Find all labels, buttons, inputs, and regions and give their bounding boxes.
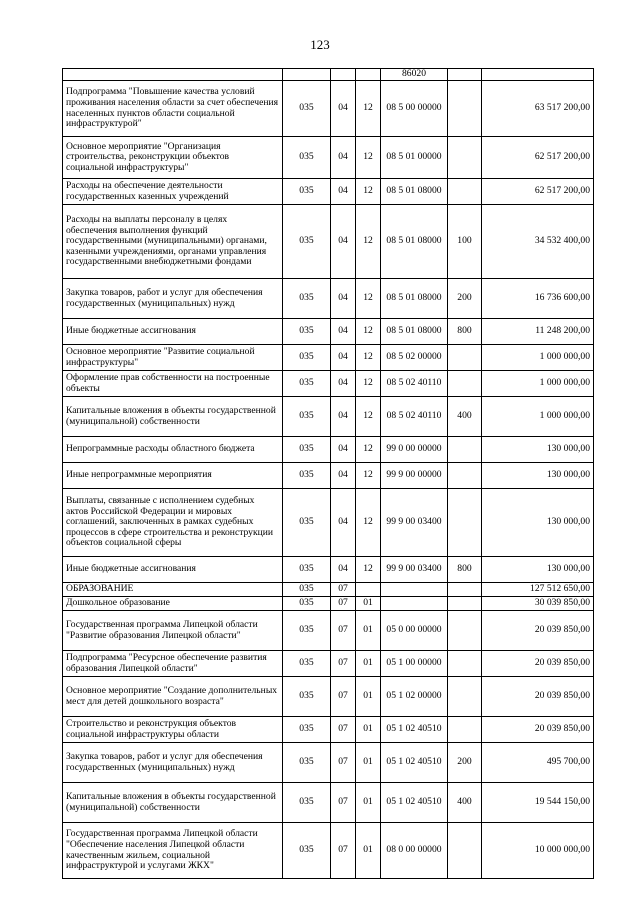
cell-ved: 035 (283, 557, 331, 583)
cell-sum: 30 039 850,00 (482, 597, 594, 611)
cell-name: Расходы на обеспечение деятельности государственных казенных учреждений (63, 179, 283, 205)
cell-name: Дошкольное образование (63, 597, 283, 611)
table-row (63, 345, 594, 371)
cell-ved: 035 (283, 717, 331, 743)
cell-sum: 130 000,00 (482, 489, 594, 557)
cell-podrazdel: 12 (356, 463, 381, 489)
cell-sum: 1 000 000,00 (482, 371, 594, 397)
cell-ved: 035 (283, 823, 331, 879)
cell-razdel: 07 (331, 783, 356, 823)
cell-name: Основное мероприятие "Организация строительства, реконструкции объектов социальной инфраструктуры" (63, 137, 283, 179)
cell-target-article: 05 1 02 00000 (381, 677, 448, 717)
table-row (63, 557, 594, 583)
table-row (63, 583, 594, 597)
cell-sum: 1 000 000,00 (482, 345, 594, 371)
table-row (63, 677, 594, 717)
cell-razdel: 04 (331, 279, 356, 319)
cell-razdel: 04 (331, 489, 356, 557)
cell-podrazdel: 12 (356, 81, 381, 137)
cell-sum: 16 736 600,00 (482, 279, 594, 319)
cell-razdel: 07 (331, 651, 356, 677)
cell-target-article: 05 1 02 40510 (381, 783, 448, 823)
cell-sum: 19 544 150,00 (482, 783, 594, 823)
cell-ved (283, 69, 331, 81)
cell-podrazdel: 01 (356, 611, 381, 651)
cell-expense-type: 800 (448, 319, 482, 345)
cell-expense-type (448, 651, 482, 677)
cell-sum: 127 512 650,00 (482, 583, 594, 597)
cell-target-article (381, 583, 448, 597)
cell-sum (482, 69, 594, 81)
table-row (63, 371, 594, 397)
table-row (63, 651, 594, 677)
cell-target-article: 08 5 01 08000 (381, 179, 448, 205)
cell-name: Подпрограмма "Ресурсное обеспечение развития образования Липецкой области" (63, 651, 283, 677)
cell-expense-type (448, 489, 482, 557)
cell-podrazdel: 12 (356, 489, 381, 557)
page-number: 123 (310, 37, 330, 52)
cell-expense-type (448, 677, 482, 717)
table-row (63, 137, 594, 179)
cell-ved: 035 (283, 205, 331, 279)
cell-expense-type (448, 371, 482, 397)
cell-expense-type (448, 611, 482, 651)
cell-expense-type: 200 (448, 743, 482, 783)
cell-podrazdel: 12 (356, 137, 381, 179)
cell-name: Иные бюджетные ассигнования (63, 319, 283, 345)
budget-table (62, 68, 594, 879)
cell-ved: 035 (283, 371, 331, 397)
cell-target-article: 05 1 00 00000 (381, 651, 448, 677)
cell-razdel: 04 (331, 557, 356, 583)
cell-sum: 20 039 850,00 (482, 677, 594, 717)
cell-razdel: 04 (331, 205, 356, 279)
cell-expense-type (448, 137, 482, 179)
cell-ved: 035 (283, 345, 331, 371)
cell-target-article: 08 5 02 00000 (381, 345, 448, 371)
cell-expense-type (448, 345, 482, 371)
table-row (63, 717, 594, 743)
cell-target-article: 86020 (381, 69, 448, 81)
cell-razdel: 04 (331, 319, 356, 345)
table-row (63, 611, 594, 651)
table-row (63, 597, 594, 611)
cell-ved: 035 (283, 463, 331, 489)
cell-name: Государственная программа Липецкой области "Обеспечение населения Липецкой области качественным жильем, социальной инфраструктурой и услугами ЖКХ" (63, 823, 283, 879)
cell-expense-type (448, 597, 482, 611)
cell-podrazdel: 01 (356, 743, 381, 783)
cell-expense-type (448, 437, 482, 463)
cell-target-article: 05 1 02 40510 (381, 717, 448, 743)
cell-ved: 035 (283, 743, 331, 783)
cell-ved: 035 (283, 179, 331, 205)
cell-sum: 20 039 850,00 (482, 611, 594, 651)
cell-target-article: 99 9 00 03400 (381, 489, 448, 557)
cell-razdel (331, 69, 356, 81)
table-row (63, 783, 594, 823)
table-row (63, 463, 594, 489)
cell-razdel: 04 (331, 371, 356, 397)
cell-podrazdel (356, 583, 381, 597)
cell-sum: 62 517 200,00 (482, 137, 594, 179)
cell-target-article: 08 5 01 00000 (381, 137, 448, 179)
cell-ved: 035 (283, 319, 331, 345)
cell-podrazdel: 12 (356, 557, 381, 583)
cell-razdel: 04 (331, 81, 356, 137)
cell-podrazdel: 01 (356, 651, 381, 677)
cell-sum: 130 000,00 (482, 437, 594, 463)
cell-razdel: 07 (331, 717, 356, 743)
cell-ved: 035 (283, 597, 331, 611)
cell-name: Закупка товаров, работ и услуг для обеспечения государственных (муниципальных) нужд (63, 743, 283, 783)
table-row (63, 489, 594, 557)
cell-sum: 11 248 200,00 (482, 319, 594, 345)
cell-ved: 035 (283, 651, 331, 677)
cell-razdel: 04 (331, 345, 356, 371)
cell-target-article: 05 1 02 40510 (381, 743, 448, 783)
cell-ved: 035 (283, 783, 331, 823)
table-row (63, 81, 594, 137)
cell-name: Иные непрограммные мероприятия (63, 463, 283, 489)
cell-podrazdel: 01 (356, 717, 381, 743)
cell-target-article: 08 0 00 00000 (381, 823, 448, 879)
cell-ved: 035 (283, 583, 331, 597)
cell-sum: 130 000,00 (482, 463, 594, 489)
cell-razdel: 04 (331, 437, 356, 463)
cell-name: Расходы на выплаты персоналу в целях обеспечения выполнения функций государственными (муниципальными) органами, казенными учреждениями, органами управления государственными внебюджетными фондами (63, 205, 283, 279)
cell-sum: 10 000 000,00 (482, 823, 594, 879)
cell-razdel: 04 (331, 397, 356, 437)
cell-name: Выплаты, связанные с исполнением судебных актов Российской Федерации и мировых соглашений, заключенных в рамках судебных процессов в сфере строительства и реконструкции объектов социальной сферы (63, 489, 283, 557)
cell-razdel: 04 (331, 179, 356, 205)
cell-target-article: 08 5 01 08000 (381, 205, 448, 279)
cell-expense-type: 200 (448, 279, 482, 319)
cell-podrazdel: 12 (356, 179, 381, 205)
cell-target-article: 05 0 00 00000 (381, 611, 448, 651)
cell-name: Основное мероприятие "Развитие социальной инфраструктуры" (63, 345, 283, 371)
budget-table-body (63, 69, 594, 879)
cell-target-article: 08 5 01 08000 (381, 279, 448, 319)
cell-podrazdel: 12 (356, 437, 381, 463)
cell-name (63, 69, 283, 81)
cell-name: Строительство и реконструкция объектов социальной инфраструктуры области (63, 717, 283, 743)
cell-podrazdel (356, 69, 381, 81)
table-row (63, 437, 594, 463)
cell-razdel: 04 (331, 463, 356, 489)
cell-sum: 495 700,00 (482, 743, 594, 783)
table-row (63, 205, 594, 279)
cell-razdel: 07 (331, 677, 356, 717)
cell-expense-type: 100 (448, 205, 482, 279)
cell-target-article: 08 5 01 08000 (381, 319, 448, 345)
cell-sum: 63 517 200,00 (482, 81, 594, 137)
cell-sum: 130 000,00 (482, 557, 594, 583)
cell-sum: 20 039 850,00 (482, 651, 594, 677)
cell-razdel: 07 (331, 597, 356, 611)
cell-expense-type (448, 69, 482, 81)
cell-name: Государственная программа Липецкой области "Развитие образования Липецкой области" (63, 611, 283, 651)
cell-expense-type (448, 81, 482, 137)
cell-sum: 20 039 850,00 (482, 717, 594, 743)
cell-target-article: 08 5 02 40110 (381, 397, 448, 437)
cell-razdel: 07 (331, 823, 356, 879)
cell-razdel: 04 (331, 137, 356, 179)
cell-podrazdel: 01 (356, 783, 381, 823)
cell-name: Капитальные вложения в объекты государственной (муниципальной) собственности (63, 397, 283, 437)
cell-sum: 34 532 400,00 (482, 205, 594, 279)
cell-ved: 035 (283, 611, 331, 651)
table-row (63, 179, 594, 205)
cell-expense-type (448, 179, 482, 205)
table-row (63, 279, 594, 319)
cell-ved: 035 (283, 279, 331, 319)
cell-name: Оформление прав собственности на построенные объекты (63, 371, 283, 397)
cell-expense-type (448, 463, 482, 489)
cell-name: Непрограммные расходы областного бюджета (63, 437, 283, 463)
cell-name: Основное мероприятие "Создание дополнительных мест для детей дошкольного возраста" (63, 677, 283, 717)
cell-podrazdel: 01 (356, 823, 381, 879)
cell-target-article: 08 5 00 00000 (381, 81, 448, 137)
cell-sum: 1 000 000,00 (482, 397, 594, 437)
cell-razdel: 07 (331, 743, 356, 783)
table-row (63, 823, 594, 879)
cell-podrazdel: 12 (356, 279, 381, 319)
cell-name: ОБРАЗОВАНИЕ (63, 583, 283, 597)
cell-target-article: 99 0 00 00000 (381, 437, 448, 463)
cell-name: Капитальные вложения в объекты государственной (муниципальной) собственности (63, 783, 283, 823)
cell-name: Закупка товаров, работ и услуг для обеспечения государственных (муниципальных) нужд (63, 279, 283, 319)
cell-target-article: 99 9 00 03400 (381, 557, 448, 583)
cell-expense-type: 400 (448, 397, 482, 437)
cell-razdel: 07 (331, 611, 356, 651)
cell-podrazdel: 12 (356, 397, 381, 437)
cell-expense-type (448, 583, 482, 597)
cell-podrazdel: 12 (356, 345, 381, 371)
cell-expense-type: 800 (448, 557, 482, 583)
cell-ved: 035 (283, 137, 331, 179)
table-row (63, 319, 594, 345)
table-row (63, 743, 594, 783)
cell-ved: 035 (283, 489, 331, 557)
table-row (63, 397, 594, 437)
cell-ved: 035 (283, 677, 331, 717)
cell-ved: 035 (283, 397, 331, 437)
cell-podrazdel: 12 (356, 371, 381, 397)
cell-sum: 62 517 200,00 (482, 179, 594, 205)
cell-podrazdel: 12 (356, 205, 381, 279)
table-row (63, 69, 594, 81)
cell-target-article: 99 9 00 00000 (381, 463, 448, 489)
cell-expense-type: 400 (448, 783, 482, 823)
cell-name: Подпрограмма "Повышение качества условий проживания населения области за счет обеспечения населенных пунктов области социальной инфраструктурой" (63, 81, 283, 137)
cell-ved: 035 (283, 81, 331, 137)
cell-razdel: 07 (331, 583, 356, 597)
cell-expense-type (448, 717, 482, 743)
cell-expense-type (448, 823, 482, 879)
cell-target-article: 08 5 02 40110 (381, 371, 448, 397)
cell-target-article (381, 597, 448, 611)
cell-ved: 035 (283, 437, 331, 463)
cell-podrazdel: 01 (356, 597, 381, 611)
cell-name: Иные бюджетные ассигнования (63, 557, 283, 583)
cell-podrazdel: 01 (356, 677, 381, 717)
cell-podrazdel: 12 (356, 319, 381, 345)
